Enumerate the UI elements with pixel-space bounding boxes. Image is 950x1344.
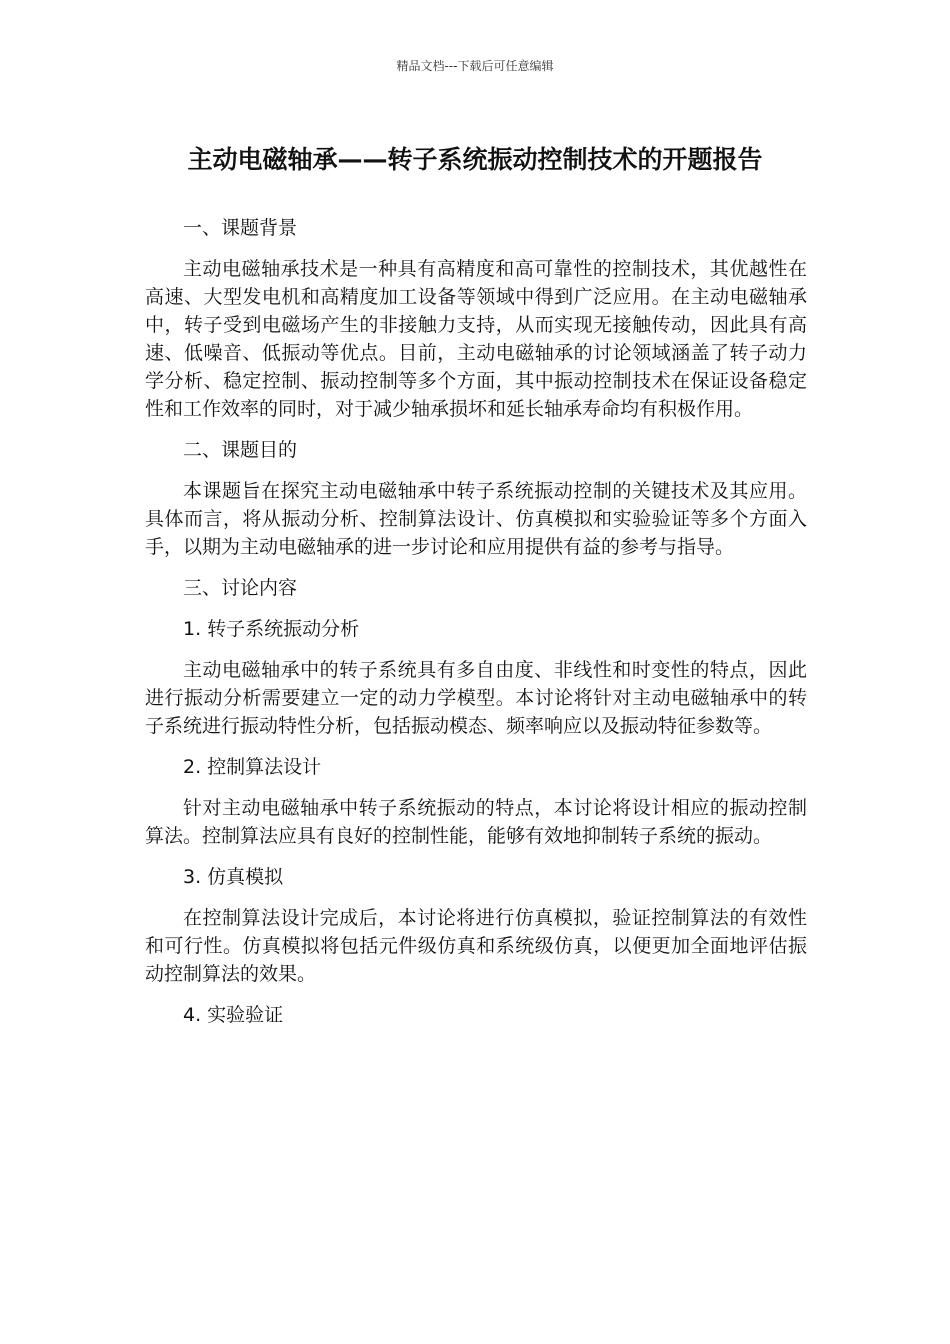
paragraph-simulation: 在控制算法设计完成后，本讨论将进行仿真模拟，验证控制算法的有效性和可行性。仿真模拟将包括元件级仿真和系统级仿真，以便更加全面地评估振动控制算法的效果。 (145, 907, 807, 985)
section-heading-content: 三、讨论内容 (183, 577, 298, 599)
paragraph-vibration-analysis: 主动电磁轴承中的转子系统具有多自由度、非线性和时变性的特点，因此进行振动分析需要建立一定的动力学模型。本讨论将针对主动电磁轴承中的转子系统进行振动特性分析，包括振动模态、频率响应以及振动特征参数等。 (145, 659, 807, 737)
paragraph-control-algorithm: 针对主动电磁轴承中转子系统振动的特点，本讨论将设计相应的振动控制算法。控制算法应具有良好的控制性能，能够有效地抑制转子系统的振动。 (145, 797, 807, 847)
section-heading-background: 一、课题背景 (183, 217, 298, 239)
document-body (145, 214, 807, 1029)
header-note: 精品文档---下载后可任意编辑 (396, 59, 554, 73)
document-title: 主动电磁轴承——转子系统振动控制技术的开题报告 (187, 145, 763, 174)
subsection-heading-simulation: 3. 仿真模拟 (183, 866, 284, 888)
section-heading-purpose: 二、课题目的 (183, 439, 298, 461)
paragraph-purpose: 本课题旨在探究主动电磁轴承中转子系统振动控制的关键技术及其应用。具体而言，将从振动分析、控制算法设计、仿真模拟和实验验证等多个方面入手，以期为主动电磁轴承的进一步讨论和应用提供有益的参考与指导。 (145, 480, 807, 558)
subsection-heading-control-algorithm: 2. 控制算法设计 (183, 756, 322, 778)
paragraph-background: 主动电磁轴承技术是一种具有高精度和高可靠性的控制技术，其优越性在高速、大型发电机和高精度加工设备等领域中得到广泛应用。在主动电磁轴承中，转子受到电磁场产生的非接触力支持，从而实现无接触传动，因此具有高速、低噪音、低振动等优点。目前，主动电磁轴承的讨论领域涵盖了转子动力学分析、稳定控制、振动控制等多个方面，其中振动控制技术在保证设备稳定性和工作效率的同时，对于减少轴承损坏和延长轴承寿命均有积极作用。 (145, 258, 807, 420)
subsection-heading-vibration-analysis: 1. 转子系统振动分析 (183, 618, 360, 640)
subsection-heading-experiment: 4. 实验验证 (183, 1004, 284, 1026)
